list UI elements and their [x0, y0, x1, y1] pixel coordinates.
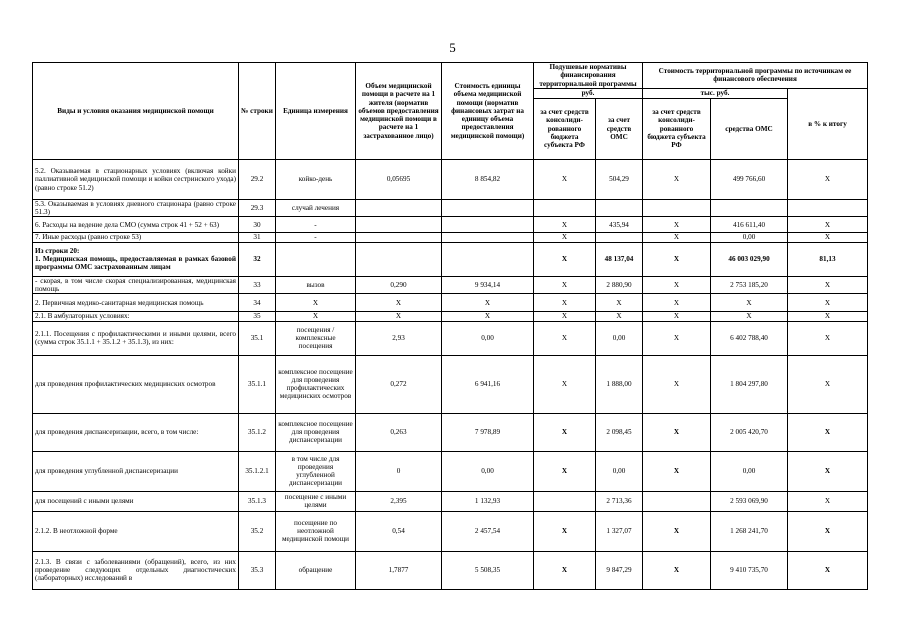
row-number: 29.2 [239, 159, 276, 199]
row-cost: 1 132,93 [442, 491, 534, 511]
row-pc-budget: X [534, 276, 596, 294]
row-src-oms: 1 268 241,70 [711, 511, 788, 551]
row-unit: - [276, 233, 356, 242]
row-src-budget: X [643, 217, 711, 233]
row-unit: - [276, 217, 356, 233]
row-src-oms: 6 402 788,40 [711, 321, 788, 355]
header-volume: Объем медицинской помощи в расчете на 1 жителя (норматив объемов предоставления медицинской помощи в расчете на 1 застрахованное лицо) [356, 63, 442, 160]
row-name: 2.1.1. Посещения с профилактическими и иными целями, всего (сумма строк 35.1.1 + 35.1.2 + 35.1.3), из них: [33, 321, 239, 355]
row-pc-oms: 0,00 [596, 451, 643, 491]
row-name: для проведения профилактических медицинских осмотров [33, 355, 239, 413]
table-row [33, 242, 868, 276]
row-percent: X [788, 451, 868, 491]
row-number: 32 [239, 242, 276, 276]
row-volume: 0 [356, 451, 442, 491]
row-percent: X [788, 355, 868, 413]
row-percent: X [788, 294, 868, 312]
row-pc-budget [534, 491, 596, 511]
row-unit: в том числе для проведения углубленной диспансеризации [276, 451, 356, 491]
table-row [33, 491, 868, 511]
row-volume [356, 242, 442, 276]
row-pc-oms: 2 098,45 [596, 413, 643, 451]
row-name: 5.3. Оказываемая в условиях дневного стационара (равно строке 51.3) [33, 199, 239, 217]
row-pc-budget: X [534, 242, 596, 276]
row-pc-budget: X [534, 355, 596, 413]
row-unit: койко-день [276, 159, 356, 199]
header-percapita-group: Подушевые нормативы финансирования территориальной программы [534, 63, 643, 89]
row-volume: 0,54 [356, 511, 442, 551]
row-pc-oms: 1 327,07 [596, 511, 643, 551]
row-src-budget: X [643, 413, 711, 451]
table-row [33, 159, 868, 199]
row-cost: 2 457,54 [442, 511, 534, 551]
row-volume: 2,93 [356, 321, 442, 355]
row-unit: комплексное посещение для проведения диспансеризации [276, 413, 356, 451]
table-row [33, 312, 868, 321]
row-name: для посещений с иными целями [33, 491, 239, 511]
row-name: Из строки 20: 1. Медицинская помощь, предоставляемая в рамках базовой программы ОМС застрахованным лицам [33, 242, 239, 276]
table-row [33, 199, 868, 217]
row-number: 31 [239, 233, 276, 242]
header-cost: Стоимость единицы объема медицинской помощи (норматив финансовых затрат на единицу объема предоставления медицинской помощи) [442, 63, 534, 160]
row-pc-budget: X [534, 511, 596, 551]
row-src-oms: 416 611,40 [711, 217, 788, 233]
row-cost: 8 854,82 [442, 159, 534, 199]
row-volume [356, 233, 442, 242]
row-number: 30 [239, 217, 276, 233]
row-percent: X [788, 491, 868, 511]
row-number: 35.1 [239, 321, 276, 355]
row-name: 2.1. В амбулаторных условиях: [33, 312, 239, 321]
table-row [33, 217, 868, 233]
row-name: 2.1.2. В неотложной форме [33, 511, 239, 551]
row-src-oms: 9 410 735,70 [711, 551, 788, 589]
program-table [32, 62, 868, 590]
row-pc-budget [534, 199, 596, 217]
row-volume: 0,05695 [356, 159, 442, 199]
row-unit: комплексное посещение для проведения профилактических медицинских осмотров [276, 355, 356, 413]
row-src-budget: X [643, 159, 711, 199]
row-cost: X [442, 312, 534, 321]
header-unit-thous: тыс. руб. [643, 88, 788, 98]
row-src-budget: X [643, 233, 711, 242]
row-name: 2. Первичная медико-санитарная медицинская помощь [33, 294, 239, 312]
row-volume: X [356, 294, 442, 312]
row-pc-budget: X [534, 451, 596, 491]
row-name: для проведения диспансеризации, всего, в том числе: [33, 413, 239, 451]
row-number: 35.1.2.1 [239, 451, 276, 491]
row-pc-oms [596, 233, 643, 242]
table-row [33, 413, 868, 451]
row-src-oms: X [711, 294, 788, 312]
row-src-budget [643, 199, 711, 217]
row-cost: X [442, 294, 534, 312]
row-number: 34 [239, 294, 276, 312]
row-name: 2.1.3. В связи с заболеваниями (обращений), всего, из них проведение следующих отдельных диагностических (лабораторных) исследований в [33, 551, 239, 589]
row-src-oms: 0,00 [711, 451, 788, 491]
row-pc-oms: X [596, 312, 643, 321]
header-unit-rub: руб. [534, 88, 643, 98]
row-volume: 2,395 [356, 491, 442, 511]
row-src-budget: X [643, 312, 711, 321]
header-type: Виды и условия оказания медицинской помощи [33, 63, 239, 160]
row-src-budget: X [643, 355, 711, 413]
row-volume [356, 217, 442, 233]
row-percent: X [788, 217, 868, 233]
row-src-budget: X [643, 551, 711, 589]
row-unit: случай лечения [276, 199, 356, 217]
header-unit: Единица измерения [276, 63, 356, 160]
row-src-oms [711, 199, 788, 217]
row-unit: посещение с иными целями [276, 491, 356, 511]
row-cost: 6 941,16 [442, 355, 534, 413]
row-cost [442, 233, 534, 242]
row-src-oms: X [711, 312, 788, 321]
row-number: 35.1.3 [239, 491, 276, 511]
table-row [33, 355, 868, 413]
row-src-budget: X [643, 451, 711, 491]
row-pc-budget: X [534, 551, 596, 589]
row-pc-oms: 435,94 [596, 217, 643, 233]
row-src-oms: 2 005 420,70 [711, 413, 788, 451]
row-number: 35.3 [239, 551, 276, 589]
table-row [33, 233, 868, 242]
row-percent: X [788, 321, 868, 355]
row-src-budget: X [643, 242, 711, 276]
row-percent: 81,13 [788, 242, 868, 276]
row-cost [442, 217, 534, 233]
row-percent: X [788, 551, 868, 589]
row-pc-oms: 504,29 [596, 159, 643, 199]
table-row [33, 321, 868, 355]
header-percent: в % к итогу [788, 88, 868, 159]
table-row [33, 451, 868, 491]
row-pc-budget: X [534, 294, 596, 312]
row-percent: X [788, 159, 868, 199]
row-pc-oms: X [596, 294, 643, 312]
row-number: 35.1.1 [239, 355, 276, 413]
row-percent: X [788, 413, 868, 451]
row-unit: посещения / комплексные посещения [276, 321, 356, 355]
header-pc-budget: за счет средств консолиди-рованного бюджета субъекта РФ [534, 98, 596, 159]
row-src-budget: X [643, 321, 711, 355]
row-src-oms: 1 804 297,80 [711, 355, 788, 413]
row-unit: вызов [276, 276, 356, 294]
row-number: 35.2 [239, 511, 276, 551]
row-number: 29.3 [239, 199, 276, 217]
row-number: 33 [239, 276, 276, 294]
page-number: 5 [449, 40, 456, 55]
row-volume: 0,263 [356, 413, 442, 451]
row-percent: X [788, 233, 868, 242]
row-name: 6. Расходы на ведение дела СМО (сумма строк 41 + 52 + 63) [33, 217, 239, 233]
row-name: 5.2. Оказываемая в стационарных условиях (включая койки паллиативной медицинской помощи и койки сестринского ухода) (равно строке 51.2) [33, 159, 239, 199]
row-pc-oms: 0,00 [596, 321, 643, 355]
row-cost: 7 978,89 [442, 413, 534, 451]
header-row-number: № строки [239, 63, 276, 160]
row-name: для проведения углубленной диспансеризации [33, 451, 239, 491]
row-name: 7. Иные расходы (равно строке 53) [33, 233, 239, 242]
row-pc-budget: X [534, 321, 596, 355]
row-unit: посещение по неотложной медицинской помощи [276, 511, 356, 551]
row-src-oms: 2 753 185,20 [711, 276, 788, 294]
header-src-oms: средства ОМС [711, 98, 788, 159]
row-src-budget: X [643, 276, 711, 294]
row-unit: обращение [276, 551, 356, 589]
row-src-oms: 499 766,60 [711, 159, 788, 199]
row-percent: X [788, 511, 868, 551]
table-row [33, 276, 868, 294]
row-src-budget [643, 491, 711, 511]
row-volume: 0,290 [356, 276, 442, 294]
header-sources-group: Стоимость территориальной программы по источникам ее финансового обеспечения [643, 63, 868, 89]
row-pc-oms: 9 847,29 [596, 551, 643, 589]
row-percent: X [788, 276, 868, 294]
row-cost [442, 199, 534, 217]
header-src-budget: за счет средств консолиди-рованного бюджета субъекта РФ [643, 98, 711, 159]
header-pc-oms: за счет средств ОМС [596, 98, 643, 159]
row-pc-oms: 2 713,36 [596, 491, 643, 511]
row-cost: 5 508,35 [442, 551, 534, 589]
row-src-oms: 0,00 [711, 233, 788, 242]
row-unit [276, 242, 356, 276]
row-name: - скорая, в том числе скорая специализированная, медицинская помощь [33, 276, 239, 294]
table-row [33, 551, 868, 589]
row-unit: X [276, 312, 356, 321]
row-volume: 1,7877 [356, 551, 442, 589]
row-pc-oms: 1 888,00 [596, 355, 643, 413]
row-cost [442, 242, 534, 276]
row-src-oms: 46 003 029,90 [711, 242, 788, 276]
row-pc-budget: X [534, 233, 596, 242]
row-src-budget: X [643, 511, 711, 551]
row-cost: 0,00 [442, 321, 534, 355]
row-volume: X [356, 312, 442, 321]
row-pc-budget: X [534, 217, 596, 233]
row-number: 35 [239, 312, 276, 321]
row-src-oms: 2 593 069,90 [711, 491, 788, 511]
row-volume [356, 199, 442, 217]
row-volume: 0,272 [356, 355, 442, 413]
row-pc-oms [596, 199, 643, 217]
row-pc-budget: X [534, 312, 596, 321]
row-number: 35.1.2 [239, 413, 276, 451]
row-percent: X [788, 312, 868, 321]
row-src-budget: X [643, 294, 711, 312]
row-cost: 0,00 [442, 451, 534, 491]
row-pc-budget: X [534, 159, 596, 199]
table-row [33, 511, 868, 551]
row-cost: 9 934,14 [442, 276, 534, 294]
row-unit: X [276, 294, 356, 312]
row-pc-oms: 48 137,04 [596, 242, 643, 276]
row-pc-budget: X [534, 413, 596, 451]
table-row [33, 294, 868, 312]
row-pc-oms: 2 880,90 [596, 276, 643, 294]
row-percent [788, 199, 868, 217]
